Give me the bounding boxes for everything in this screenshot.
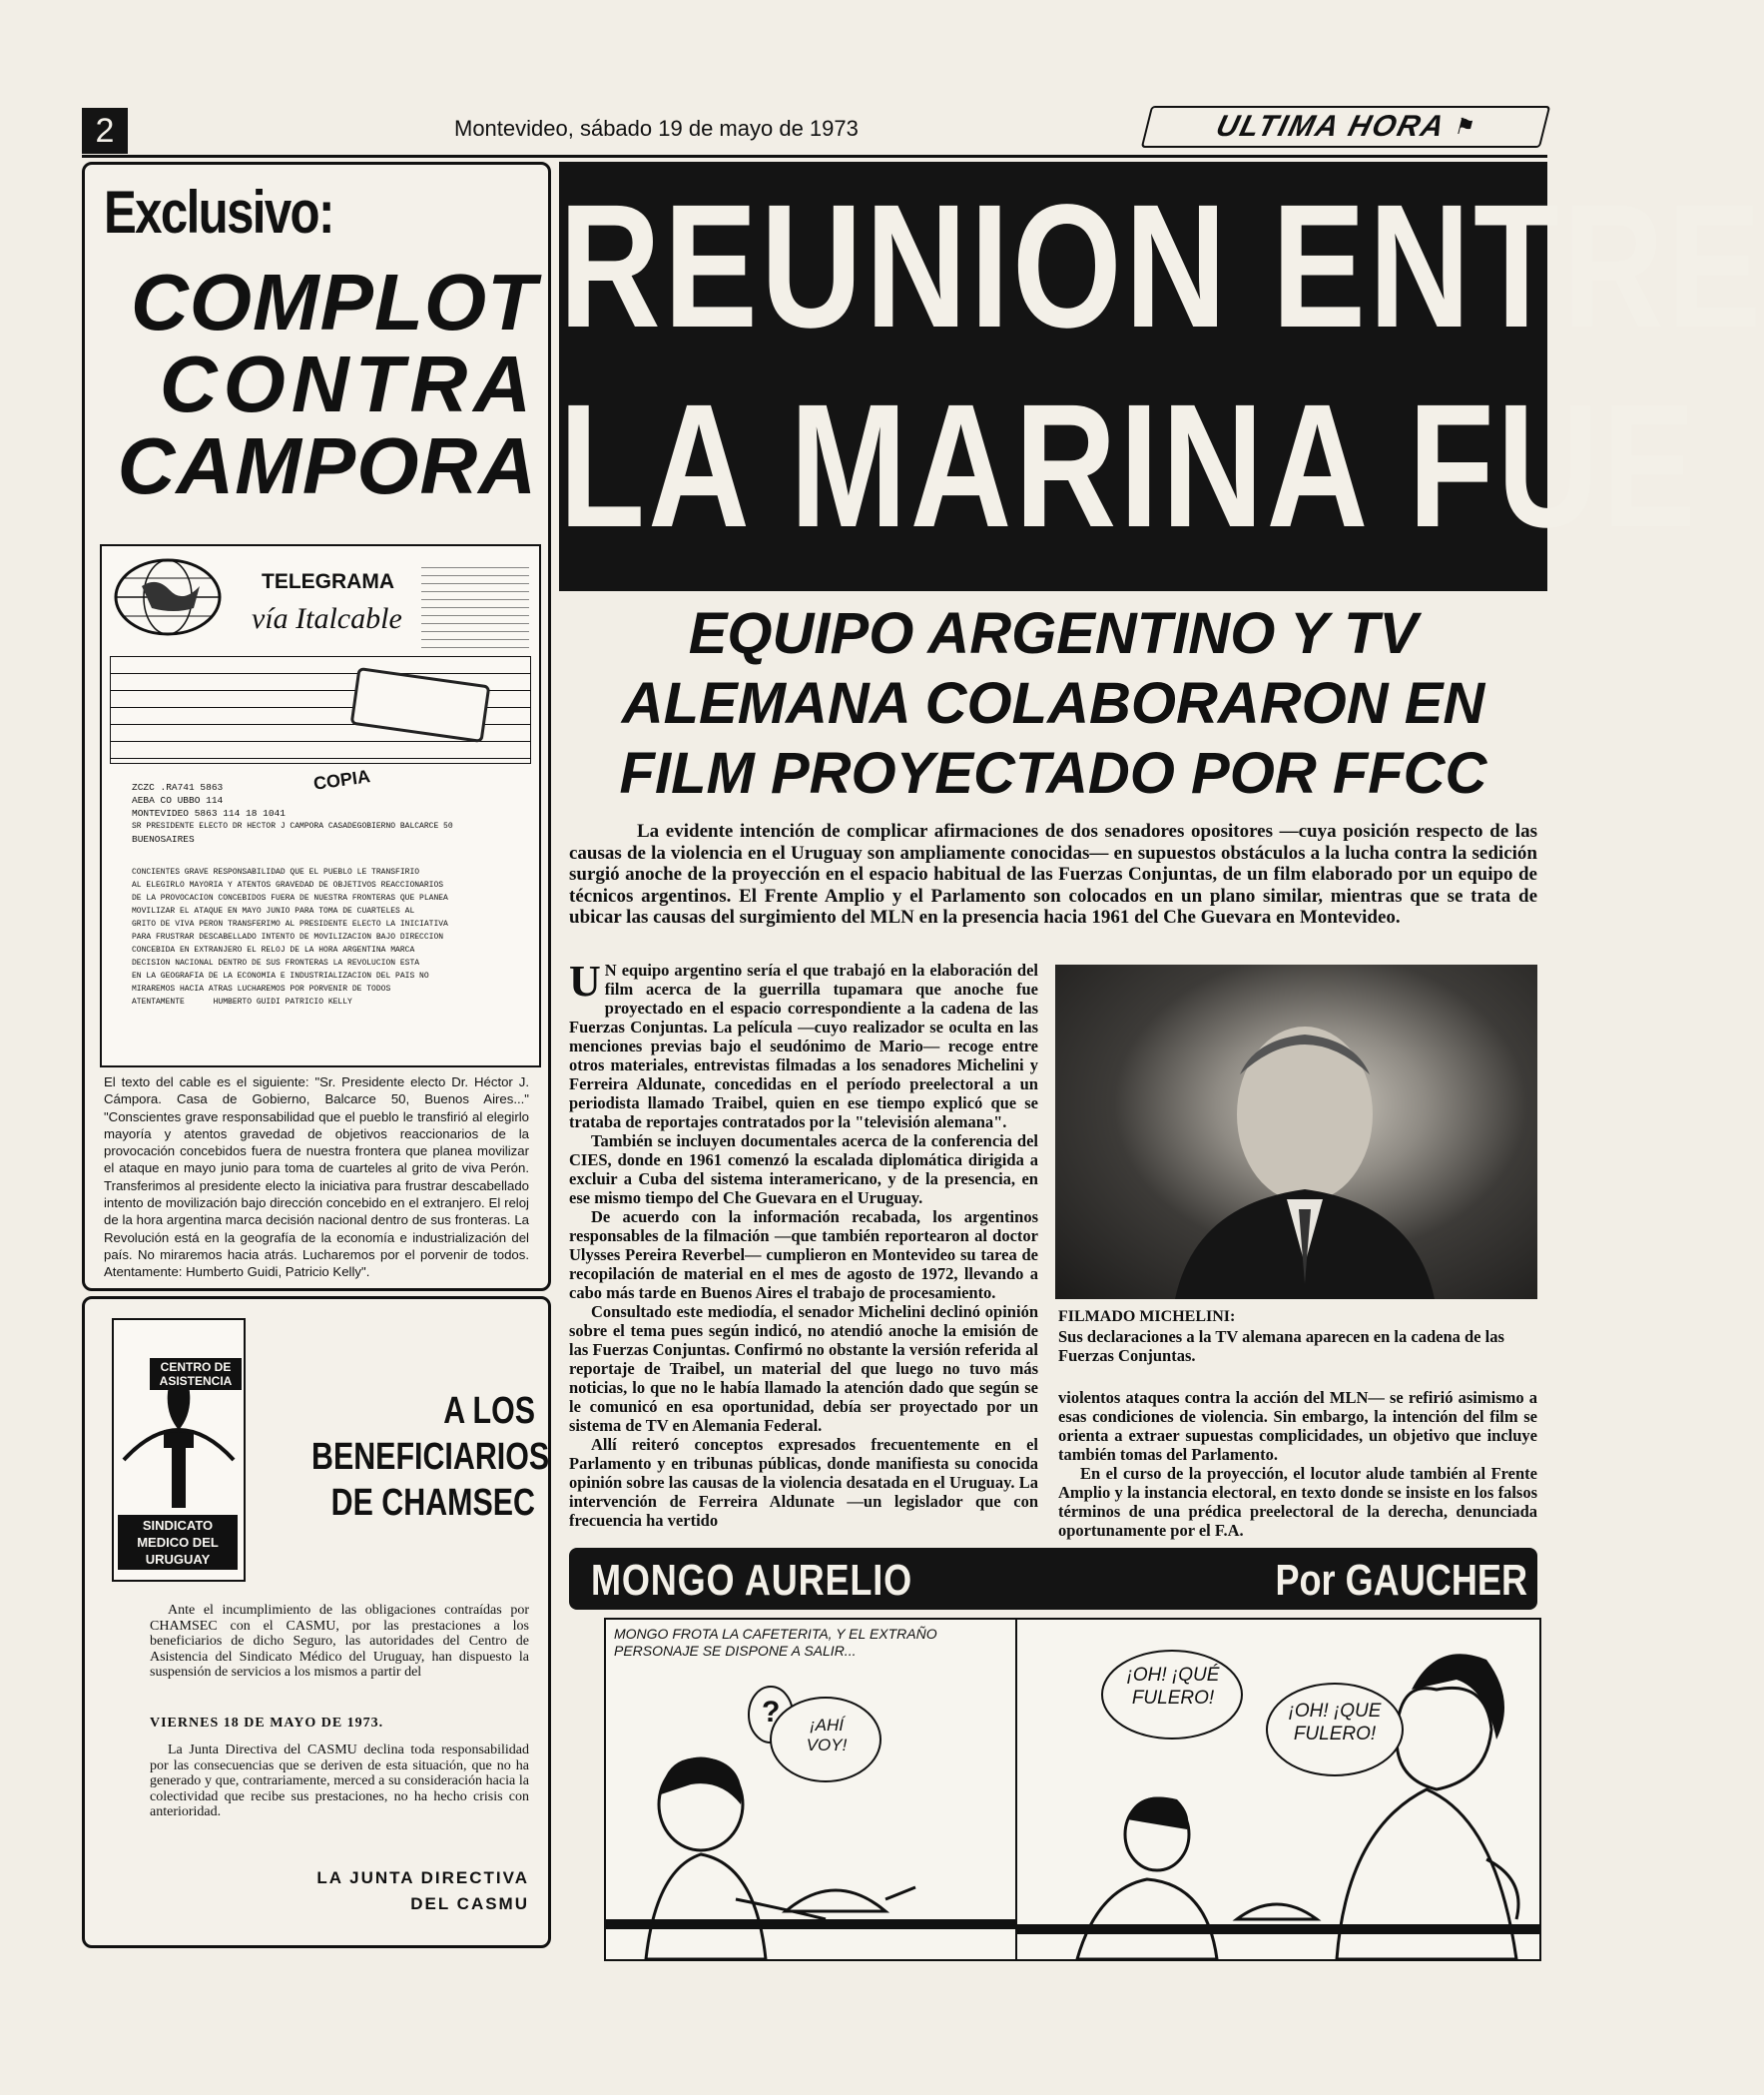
- telegram-line: [132, 846, 531, 866]
- telegram-text: [132, 781, 531, 1009]
- masthead: [1141, 106, 1550, 148]
- article-first-text: N equipo argentino sería el que trabajó en la elaboración del film acerca de la guerrilla tupamara que anoche fue proyectado en el espacio correspondiente a la cadena de las Fuerzas Conjuntas. La película —cuyo realizador se oculta en las menciones previas bajo el seudónimo de Mario— recoge entre otros materiales, entrevistas filmadas a los senadores Michelini y Ferreira Aldunate, concedidas en el período preelectoral a un periodista llamado Traibel, quien en ese tiempo explicó que se trataba de reportajes contratados por la "televisión alemana".: [569, 961, 1038, 1131]
- telegram-line: BUENOSAIRES: [132, 834, 195, 845]
- michelini-photo: [1055, 965, 1537, 1299]
- page-number-box: [82, 108, 128, 154]
- ad-paragraph: Ante el incumplimiento de las obligaciones contraídas por CHAMSEC con el CASMU, por las prestaciones a los beneficiarios de dicho Seguro, las autoridades del Centro de Asistencia del Sindicato Médico del Uruguay, han dispuesto la suspensión de servicios a los mismos a partir del: [150, 1603, 529, 1680]
- panel-2-speech-b: ¡OH! ¡QUE FULERO!: [1288, 1701, 1382, 1745]
- subhead-line: EQUIPO ARGENTINO Y TV: [688, 601, 1419, 666]
- exclusive-kicker: Exclusivo:: [104, 179, 333, 246]
- article-paragraph: Allí reiteró conceptos expresados frecuentemente en el Parlamento y en tribunas públicas, donde manifiesta su conocida opinión sobre las causas de la violencia desatada en el Uruguay. La intervención de Ferreira Aldunate —un legislador que con frecuencia ha vertido: [569, 1435, 1038, 1530]
- telegram-line: GRITO DE VIVA PERON TRANSFERIMO AL PRESIDENTE ELECTO LA INICIATIVA: [132, 920, 448, 929]
- drop-cap: U: [569, 957, 601, 1006]
- telegram-line: DECISION NACIONAL DENTRO DE SUS FRONTERAS LA REVOLUCION ESTA: [132, 959, 420, 968]
- panel-2-speech-a: ¡OH! ¡QUÉ FULERO!: [1126, 1665, 1220, 1709]
- exclusive-title-line: COMPLOT: [131, 258, 537, 347]
- subhead-line: FILM PROYECTADO POR FFCC: [619, 741, 1487, 806]
- flag-icon: ⚑: [1452, 114, 1478, 139]
- article-column-1: [569, 957, 1038, 1530]
- portrait-figure: [1055, 965, 1537, 1299]
- ad-signature-line: DEL CASMU: [410, 1894, 529, 1913]
- main-headline-line: REUNION ENTRE: [559, 169, 1764, 364]
- telegram-line: MOVILIZAR EL ATAQUE EN MAYO JUNIO PARA TOMA DE CUARTELES AL: [132, 907, 415, 916]
- article-paragraph: También se incluyen documentales acerca de la conferencia del CIES, donde en 1961 comenzó la escalada diplomática dirigida a excluir a Cuba del sistema interamericano, y de la presencia, en ese mismo tiempo del Che Guevara en el Uruguay.: [569, 1131, 1038, 1207]
- question-mark: ?: [762, 1696, 781, 1729]
- ad-headline-line: DE CHAMSEC: [330, 1482, 535, 1524]
- telegram-brand: vía Italcable: [252, 602, 402, 635]
- telegram-line: EN LA GEOGRAFIA DE LA ECONOMIA E INDUSTRIALIZACION DEL PAIS NO: [132, 972, 429, 981]
- ad-headline-line: A LOS: [443, 1390, 535, 1432]
- telegram-line: PARA FRUSTRAR DESCABELLADO INTENTO DE MOVILIZACION BAJO DIRECCION: [132, 933, 444, 942]
- telegram: [100, 544, 541, 1067]
- photo-caption-title: FILMADO MICHELINI:: [1058, 1308, 1236, 1325]
- ad-signature-line: LA JUNTA DIRECTIVA: [316, 1868, 529, 1887]
- article-first-paragraph: [569, 957, 1038, 1131]
- photo-caption-text: Sus declaraciones a la TV alemana aparecen en la cadena de las Fuerzas Conjuntas.: [1058, 1327, 1504, 1365]
- article-paragraph: violentos ataques contra la acción del MLN— se refirió asimismo a esas condiciones de violencia. Sin embargo, la intención del film se orienta a extraer supuestas complicidades, un objetivo que incluye también tomas del Parlamento.: [1058, 1388, 1537, 1464]
- logo-top-label: CENTRO DE ASISTENCIA: [150, 1358, 242, 1390]
- subhead: [569, 599, 1537, 809]
- telegram-label: TELEGRAMA: [262, 570, 394, 593]
- globe-icon: [112, 556, 224, 638]
- genie-figure: [1017, 1620, 1539, 1959]
- page-number: 2: [95, 111, 115, 150]
- main-headline-block: [559, 162, 1764, 591]
- header-rule: [82, 155, 1547, 158]
- telegram-line: DE LA PROVOCACION CONCEBIDOS FUERA DE NUESTRA FRONTERAS QUE PLANEA: [132, 894, 448, 903]
- exclusive-title-line: CAMPORA: [117, 421, 537, 510]
- mongo-figure: [606, 1620, 1015, 1959]
- telegram-line: ZCZC .RA741 5863: [132, 782, 224, 793]
- article-paragraph: En el curso de la proyección, el locutor alude también al Frente Amplio y la instancia electoral, en texto donde se insiste en los falsos términos de una prédica preelectoral de la derecha, denunciada oportunamente por el F.A.: [1058, 1464, 1537, 1540]
- comic-panel-1: [604, 1618, 1017, 1961]
- lead-paragraph: La evidente intención de complicar afirmaciones de dos senadores opositores —cuya posición respecto de las causas de la violencia en el Uruguay son ampliamente conocidas— en supuestos obstáculos a la lucha contra la sedición surgió anoche de la proyección en el espacio habitual de las Fuerzas Conjuntas, de un film elaborado por un equipo de técnicos argentinos. El Frente Amplio y el Parlamento son colocados en un plano similar, mientras que se trata de ubicar las causas del surgimiento del MLN en la presencia hacia 1961 del Che Guevara en Montevideo.: [569, 821, 1537, 928]
- ad-date: VIERNES 18 DE MAYO DE 1973.: [150, 1716, 384, 1731]
- telegram-line: CONCIENTES GRAVE RESPONSABILIDAD QUE EL PUEBLO LE TRANSFIRIO: [132, 868, 420, 877]
- telegram-line: CONCEBIDA EN EXTRANJERO EL RELOJ DE LA HORA ARGENTINA MARCA: [132, 946, 415, 955]
- comic-title-bar: [569, 1548, 1537, 1610]
- telegram-line: MONTEVIDEO 5863 114 18 1041: [132, 808, 286, 819]
- subhead-line: ALEMANA COLABORARON EN: [621, 671, 1485, 736]
- comic-caption: MONGO FROTA LA CAFETERITA, Y EL EXTRAÑO PERSONAJE SE DISPONE A SALIR...: [614, 1626, 937, 1659]
- article-column-2: [1058, 1388, 1537, 1540]
- exclusive-title-line: CONTRA: [159, 340, 537, 428]
- exclusive-title: [98, 258, 537, 510]
- copy-stamp: COPIA: [311, 766, 372, 794]
- casmu-logo: [112, 1318, 246, 1582]
- ad-signature: [240, 1865, 529, 1917]
- telegram-line: AL ELEGIRLO MAYORIA Y ATENTOS GRAVEDAD DE OBJETIVOS REACCIONARIOS: [132, 881, 444, 890]
- ad-paragraph-2: La Junta Directiva del CASMU declina toda responsabilidad por las consecuencias que se deriven de esta situación, que no ha generado y que, contrariamente, merced a su consideración hacia la colectividad que recibe sus prestaciones, no ha hecho crisis con anterioridad.: [150, 1743, 529, 1819]
- telegram-line: MIRAREMOS HACIA ATRAS LUCHAREMOS POR PORVENIR DE TODOS: [132, 985, 391, 994]
- article-paragraph: De acuerdo con la información recabada, los argentinos responsables de la filmación —que también reportearon al doctor Ulysses Pereira Reverbel— cumplieron en Montevideo su tarea de recopilación de material en el mes de agosto de 1972, llevando a cabo más tarde en Buenos Aires el trabajo de procesamiento.: [569, 1207, 1038, 1302]
- dateline: Montevideo, sábado 19 de mayo de 1973: [454, 116, 859, 141]
- telegram-header-info: [421, 560, 529, 650]
- main-headline-line: LA MARINA FUE: [559, 368, 1699, 564]
- comic-panel-2: [1015, 1618, 1541, 1961]
- ad-headline-line: BENEFICIARIOS: [311, 1436, 550, 1478]
- telegram-line: ATENTAMENTE HUMBERTO GUIDI PATRICIO KELLY: [132, 998, 352, 1007]
- comic-title: MONGO AURELIO: [591, 1556, 913, 1605]
- comic-author: Por GAUCHER: [1275, 1556, 1527, 1605]
- masthead-title: ULTIMA HORA: [1212, 110, 1450, 143]
- exclusive-body: El texto del cable es el siguiente: "Sr. Presidente electo Dr. Héctor J. Cámpora. Casa de Gobierno, Balcarce 50, Buenos Aires..." "Conscientes grave responsabilidad que el pueblo le transfirió al elegirlo mayoría y atentos gravedad de objetivos reaccionarios de la provocación concebidos fuera de nuestra frontera que planea movilizar el ataque en mayo junio para toma de cuarteles al grito de viva Perón. Transferimos al presidente electo la iniciativa para frustrar descabellado intento de movilización bajo dirección concebido en el extranjero. El reloj de la hora argentina marca decisión nacional dentro de sus fronteras. La Revolución está en la geografía de la economía e industrialización del país. No miraremos hacia atrás. Lucharemos por el porvenir de todos. Atentamente: Humberto Guidi, Patricio Kelly".: [104, 1074, 529, 1280]
- panel-1-speech: ¡AHÍ VOY!: [806, 1716, 848, 1754]
- telegram-line: SR PRESIDENTE ELECTO DR HECTOR J CAMPORA CASADEGOBIERNO BALCARCE 50: [132, 822, 453, 831]
- telegram-line: AEBA CO UBBO 114: [132, 795, 224, 806]
- ad-headline: [256, 1388, 550, 1526]
- logo-bottom-label: SINDICATO MEDICO DEL URUGUAY: [118, 1515, 238, 1570]
- article-paragraph: Consultado este mediodía, el senador Michelini declinó opinión sobre el tema pues según indicó, no atendió anoche la emisión de las Fuerzas Conjuntas. Confirmó no obstante la versión referida al reportaje de Traibel, un material del que luego no tuvo más noticias, lo que no le había llamado la atención dado que según se le comunicó en esa oportunidad, debía ser proyectado por un sistema de TV en Alemania Federal.: [569, 1302, 1038, 1435]
